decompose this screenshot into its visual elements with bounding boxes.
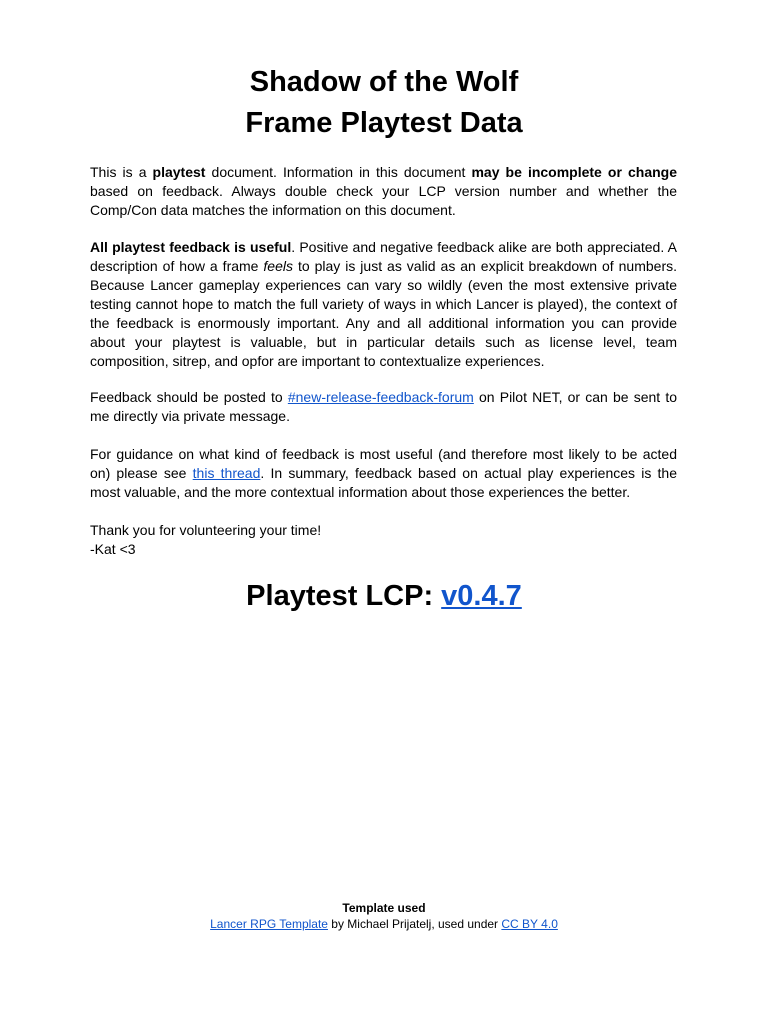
closing-paragraph [90, 521, 677, 559]
cc-license-link[interactable]: CC BY 4.0 [501, 917, 558, 931]
intro-text-1: This is a [90, 164, 153, 180]
guidance-paragraph [90, 445, 677, 502]
closing-signature: -Kat <3 [90, 541, 136, 557]
posting-text-2: on Pilot NET, or can be sent to me directly via private message. [90, 389, 678, 424]
playtest-lcp-heading [0, 576, 768, 616]
footer-text: by Michael Prijatelj, used under [327, 917, 502, 931]
lcp-version-link[interactable]: v0.4.7 [441, 580, 522, 612]
intro-text-2: document. Information in this document [205, 164, 472, 180]
intro-text-3: based on feedback. Always double check your LCP version number and whether the Comp/Con data matches the information on this document. [90, 183, 677, 218]
feedback-paragraph [90, 238, 677, 371]
template-footer [0, 900, 768, 932]
posting-paragraph [90, 388, 677, 426]
lancer-template-link[interactable]: Lancer RPG Template [210, 917, 328, 931]
guidance-text-2: . In summary, feedback based on actual play experiences is the most valuable, and the more contextual information about those experiences the better. [90, 465, 677, 500]
title-line-1: Shadow of the Wolf [249, 66, 519, 98]
posting-text-1: Feedback should be posted to [90, 389, 288, 405]
feedback-text-1: . Positive and negative feedback alike are both appreciated. A description of how a frame [90, 239, 678, 274]
this-thread-link[interactable]: this thread [192, 465, 261, 481]
document-title [0, 62, 768, 144]
title-line-2: Frame Playtest Data [245, 107, 523, 139]
closing-thanks: Thank you for volunteering your time! [90, 522, 322, 538]
feedback-text-2: to play is just as valid as an explicit breakdown of numbers. Because Lancer gameplay experiences can vary so wildly (even the most extensive private testing cannot hope to match the full variety of ways in which Lancer is played), the context of the feedback is enormously important. Any and all additional information you can provide about your playtest is valuable, but in particular details such as license level, team composition, sitrep, and opfor are important to contextualize experiences. [90, 258, 677, 369]
feedback-italic-feels: feels [263, 258, 293, 274]
feedback-forum-link[interactable]: #new-release-feedback-forum [287, 389, 474, 405]
feedback-bold-heading: All playtest feedback is useful [90, 239, 292, 255]
guidance-text-1: For guidance on what kind of feedback is most useful (and therefore most likely to be acted on) please see [90, 446, 677, 481]
intro-bold-playtest: playtest [152, 164, 206, 180]
intro-bold-warning: may be incomplete or change [471, 164, 677, 180]
footer-label: Template used [342, 901, 426, 915]
lcp-label: Playtest LCP: [246, 580, 442, 612]
intro-paragraph [90, 163, 677, 220]
